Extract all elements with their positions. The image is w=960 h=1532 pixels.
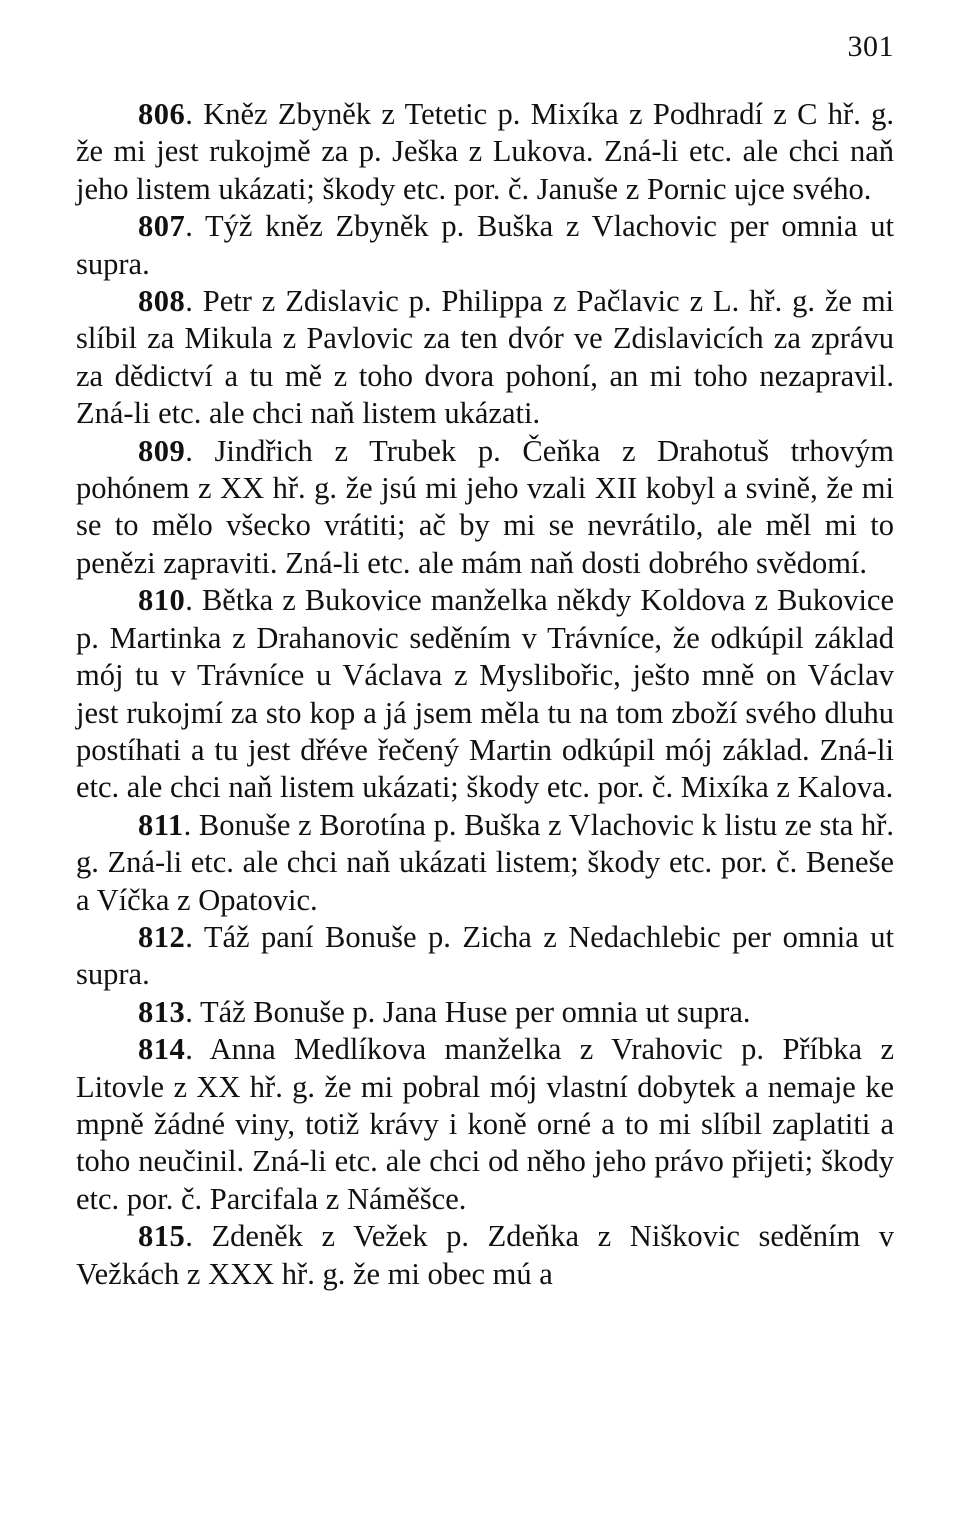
entry-815: 815. Zdeněk z Vežek p. Zdeňka z Niškovic seděním v Vežkách z XXX hř. g. že mi obec mú a bbox=[76, 1219, 895, 1291]
entry-text: Táž Bonuše p. Jana Huse per omnia ut supra. bbox=[199, 994, 751, 1029]
entry-text: Jindřich z Trubek p. Čeňka z Drahotuš trhovým pohónem z XX hř. g. že jsú mi jeho vzali XII kobyl a svině, že mi se to mělo všecko vrátiti; ač by mi se nevrátilo, ale měl mi to penězi zapraviti. Zná-li etc. ale mám naň dosti dobrého svědomí. bbox=[76, 433, 894, 580]
entry-806: 806. Kněz Zbyněk z Tetetic p. Mixíka z Podhradí z C hř. g. že mi jest rukojmě za p. Ješka z Lukova. Zná-li etc. ale chci naň jeho listem ukázati; škody etc. por. č. Januše z Pornic ujce svého. bbox=[76, 97, 894, 206]
entry-number: 810 bbox=[138, 583, 186, 618]
entry-text: Týž kněz Zbyněk p. Buška z Vlachovic per omnia ut supra. bbox=[76, 209, 894, 281]
entry-809: 809. Jindřich z Trubek p. Čeňka z Drahotuš trhovým pohónem z XX hř. g. že jsú mi jeho vzali XII kobyl a svině, že mi se to mělo všecko vrátiti; ač by mi se nevrátilo, ale měl mi to penězi zapraviti. Zná-li etc. ale mám naň dosti dobrého svědomí. bbox=[76, 433, 894, 580]
entry-text: Bětka z Bukovice manželka někdy Koldova z Bukovice p. Martinka z Drahanovic seděním v Trávníce, že odkúpil základ mój tu v Trávníce u Václava z Myslibořic, ješto mně on Václav jest rukojmí za sto kop a já jsem měla tu na tom zboží svého dluhu postíhati a tu jest dřéve řečený Martin odkúpil mój základ. Zná-li etc. ale chci naň listem ukázati; škody etc. por. č. Mixíka z Kalova. bbox=[76, 583, 894, 805]
page-body bbox=[76, 96, 894, 1293]
entry-text: Táž paní Bonuše p. Zicha z Nedachlebic per omnia ut supra. bbox=[76, 919, 895, 992]
entry-text: Kněz Zbyněk z Tetetic p. Mixíka z Podhradí z C hř. g. že mi jest rukojmě za p. Ješka z Lukova. Zná-li etc. ale chci naň jeho listem ukázati; škody etc. por. č. Januše z Pornic ujce svého. bbox=[76, 97, 894, 206]
entry-812: 812. Táž paní Bonuše p. Zicha z Nedachlebic per omnia ut supra. bbox=[76, 919, 895, 992]
entry-810: 810. Bětka z Bukovice manželka někdy Koldova z Bukovice p. Martinka z Drahanovic seděním v Trávníce, že odkúpil základ mój tu v Trávníce u Václava z Myslibořic, ješto mně on Václav jest rukojmí za sto kop a já jsem měla tu na tom zboží svého dluhu postíhati a tu jest dřéve řečený Martin odkúpil mój základ. Zná-li etc. ale chci naň listem ukázati; škody etc. por. č. Mixíka z Kalova. bbox=[76, 583, 894, 805]
entry-813: 813. Táž Bonuše p. Jana Huse per omnia ut supra. bbox=[138, 994, 751, 1029]
entry-text: Anna Medlíkova manželka z Vrahovic p. Příbka z Litovle z XX hř. g. že mi pobral mój vlastní dobytek a nemaje ke mpně žádné viny, totiž krávy i koně orné a to mi slíbil zaplatiti a toho neučinil. Zná-li etc. ale chci od něho jeho právo přijeti; škody etc. por. č. Parcifala z Náměšce. bbox=[76, 1032, 894, 1216]
entry-811: 811. Bonuše z Borotína p. Buška z Vlachovic k listu ze sta hř. g. Zná-li etc. ale chci naň ukázati listem; škody etc. por. č. Beneše a Víčka z Opatovic. bbox=[76, 807, 895, 917]
entry-text: Zdeněk z Vežek p. Zdeňka z Niškovic seděním v Vežkách z XXX hř. g. že mi obec mú a bbox=[76, 1219, 895, 1291]
entry-number: 811 bbox=[138, 807, 184, 842]
entry-number: 814 bbox=[138, 1032, 186, 1067]
entry-number: 809 bbox=[138, 433, 186, 468]
entry-807: 807. Týž kněz Zbyněk p. Buška z Vlachovic per omnia ut supra. bbox=[76, 209, 894, 281]
entry-number: 806 bbox=[138, 97, 186, 131]
entry-814: 814. Anna Medlíkova manželka z Vrahovic p. Příbka z Litovle z XX hř. g. že mi pobral mój vlastní dobytek a nemaje ke mpně žádné viny, totiž krávy i koně orné a to mi slíbil zaplatiti a toho neučinil. Zná-li etc. ale chci od něho jeho právo přijeti; škody etc. por. č. Parcifala z Náměšce. bbox=[76, 1032, 894, 1216]
entry-808: 808. Petr z Zdislavic p. Philippa z Pačlavic z L. hř. g. že mi slíbil za Mikula z Pavlovic za ten dvór ve Zdislavicích za zprávu za dědictví a tu mě z toho dvora pohoní, an mi toho nezapravil. Zná-li etc. ale chci naň listem ukázati. bbox=[76, 284, 895, 431]
entry-number: 813 bbox=[138, 994, 186, 1029]
entry-number: 815 bbox=[138, 1219, 186, 1254]
entry-number: 812 bbox=[138, 919, 186, 954]
entry-number: 807 bbox=[138, 209, 186, 244]
page-number: 301 bbox=[847, 30, 894, 63]
entry-text: Bonuše z Borotína p. Buška z Vlachovic k listu ze sta hř. g. Zná-li etc. ale chci naň ukázati listem; škody etc. por. č. Beneše a Víčka z Opatovic. bbox=[76, 807, 895, 917]
entry-number: 808 bbox=[138, 284, 186, 319]
entry-text: Petr z Zdislavic p. Philippa z Pačlavic z L. hř. g. že mi slíbil za Mikula z Pavlovic za ten dvór ve Zdislavicích za zprávu za dědictví a tu mě z toho dvora pohoní, an mi toho nezapravil. Zná-li etc. ale chci naň listem ukázati. bbox=[76, 284, 895, 431]
